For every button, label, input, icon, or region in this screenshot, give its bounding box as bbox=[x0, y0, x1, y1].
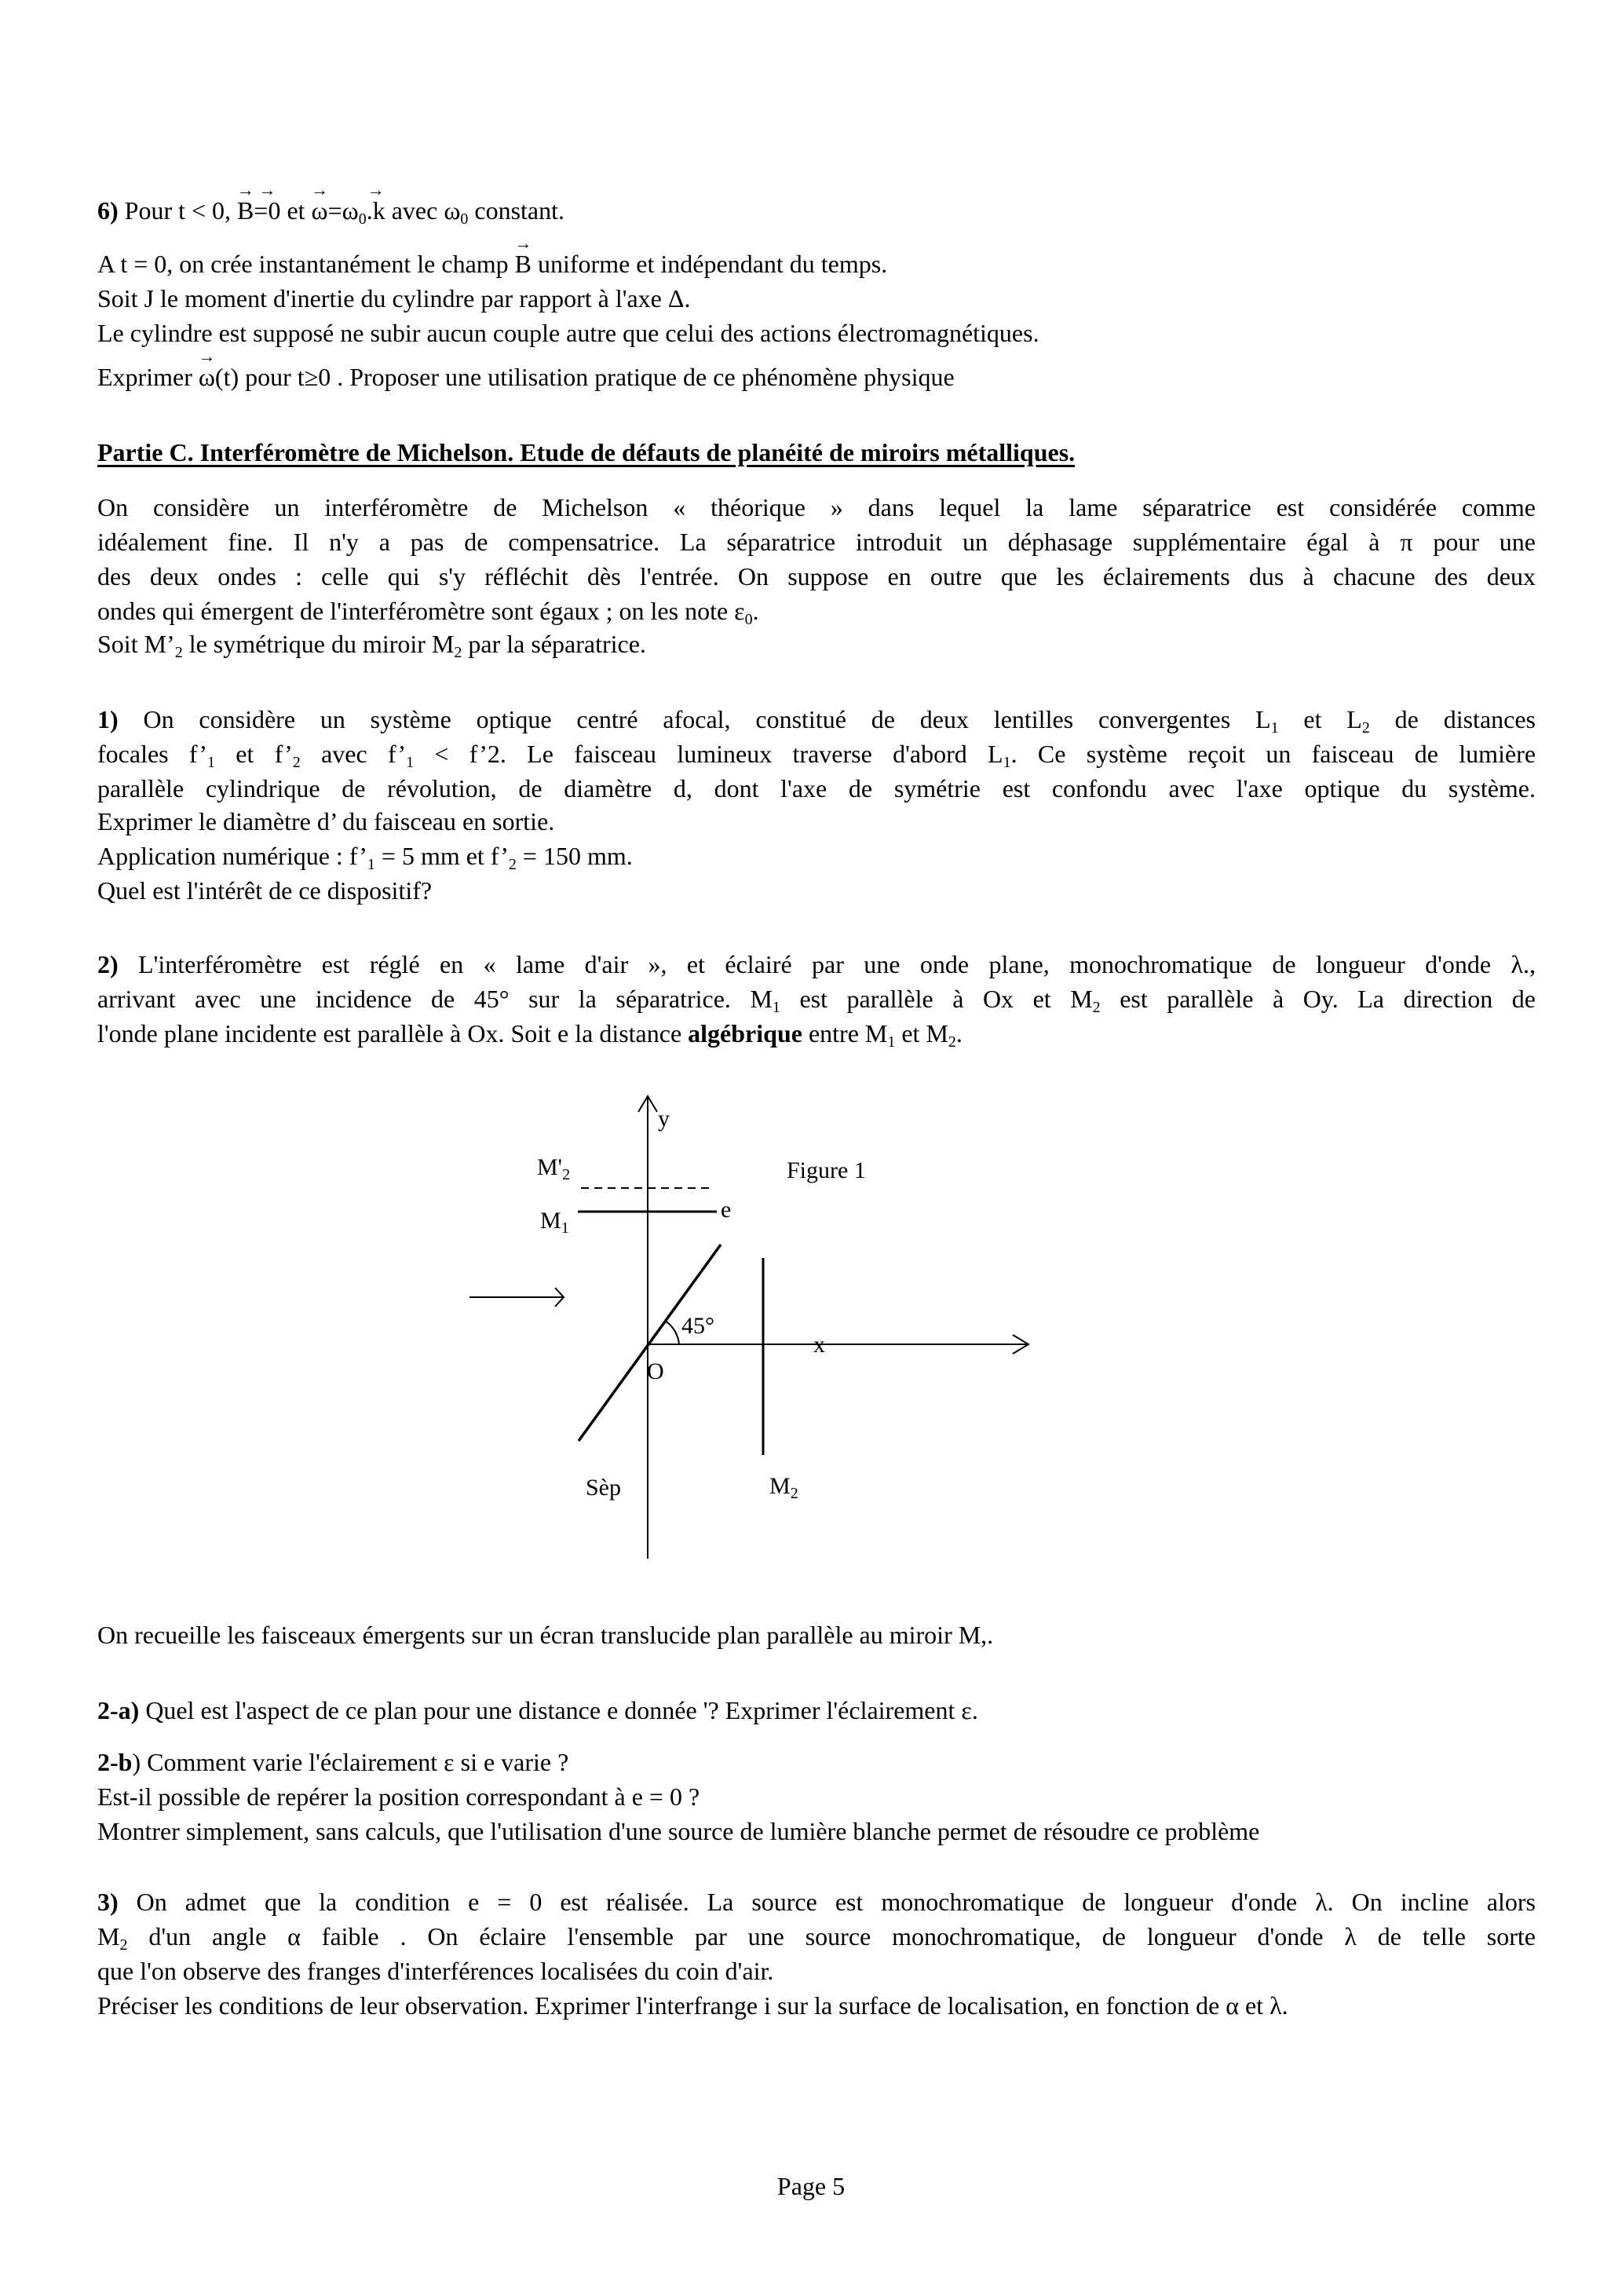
q2b-line-2: Est-il possible de repérer la position correspondant à e = 0 ? bbox=[97, 1782, 700, 1811]
q2b-number: 2-b bbox=[97, 1748, 133, 1776]
screen-text: On recueille les faisceaux émergents sur un écran translucide plan parallèle au miroir M,. bbox=[97, 1621, 994, 1649]
q1-line-5: Application numérique : $f’_1 = 5$ mm et $f’_2 = 150$ mm. bbox=[97, 842, 633, 873]
vector-B: → B bbox=[515, 248, 532, 280]
q6-line-3: Soit J le moment d'inertie du cylindre par rapport à l'axe Δ. bbox=[97, 284, 691, 313]
q6-line-4: Le cylindre est supposé ne subir aucun couple autre que celui des actions électromagnétiques. bbox=[97, 319, 1039, 347]
symmetric-mirror-line: Soit $M’_2$ le symétrique du miroir $M_2$ par la séparatrice. bbox=[97, 630, 646, 661]
q2b-line-1: 2-b) Comment varie l'éclairement ε si e varie ? bbox=[97, 1748, 569, 1776]
vector-B: → B bbox=[237, 195, 254, 226]
m2-label: $M_2$ bbox=[769, 1473, 798, 1502]
x-axis-label: x bbox=[813, 1332, 825, 1358]
q1-line-2: focales $f’_1$ et $f’_2$ avec $f’_1$ < f’2. Le faisceau lumineux traverse d'abord $L_1$. Ce système reçoit un faisceau de lumière bbox=[97, 740, 1536, 771]
q6-line-2: A t = 0, on crée instantanément le champ → B uniforme et indépendant du temps. bbox=[97, 248, 887, 280]
q2-line-1: 2) L'interféromètre est réglé en « lame d'air », et éclairé par une onde plane, monochromatique de longueur d'onde λ., bbox=[97, 950, 1536, 978]
q2-number: 2) bbox=[97, 950, 119, 978]
q2a-number: 2-a) bbox=[97, 1696, 140, 1724]
page-number: Page 5 bbox=[776, 2172, 846, 2200]
q3-line-2: $M_2$ d'un angle α faible . On éclaire l'ensemble par une source monochromatique, de longueur d'onde λ de telle sorte bbox=[97, 1922, 1536, 1954]
angle-label: 45° bbox=[681, 1313, 714, 1339]
m2prime-label: $M'_2$ bbox=[537, 1154, 571, 1183]
intro-line-4: ondes qui émergent de l'interféromètre sont égaux ; on les note $\varepsilon_0$. bbox=[97, 597, 759, 628]
q3-line-4: Préciser les conditions de leur observation. Exprimer l'interfrange i sur la surface de localisation, en fonction de α et λ. bbox=[97, 1991, 1288, 2020]
intro-line-3: des deux ondes : celle qui s'y réfléchit dès l'entrée. On suppose en outre que les éclairements dus à chacune des deux bbox=[97, 562, 1536, 590]
q3-line-1: 3) On admet que la condition e = 0 est réalisée. La source est monochromatique de longueur d'onde λ. On incline alors bbox=[97, 1888, 1536, 1916]
q6-line-5: Exprimer → ω(t) pour t≥0 . Proposer une utilisation pratique de ce phénomène physique bbox=[97, 361, 955, 393]
origin-label: O bbox=[647, 1358, 664, 1384]
vector-omega: → ω bbox=[199, 361, 215, 393]
q1-number: 1) bbox=[97, 705, 119, 733]
section-title: Partie C. Interféromètre de Michelson. Etude de défauts de planéité de miroirs métalliques. bbox=[97, 438, 1076, 466]
q6-line-1: 6) Pour t < 0, → B→ =0 et → $\omega=\omega_0\to .k$ avec $\omega_0$ constant. bbox=[97, 195, 564, 226]
q2b-line-3: Montrer simplement, sans calculs, que l'utilisation d'une source de lumière blanche permet de résoudre ce problème bbox=[97, 1817, 1260, 1845]
m1-label: $M_1$ bbox=[540, 1208, 569, 1237]
q2-line-3: l'onde plane incidente est parallèle à Ox. Soit e la distance algébrique entre $M_1$ et $M_2$. bbox=[97, 1019, 963, 1051]
q6-number: 6) bbox=[97, 196, 119, 225]
q1-line-6: Quel est l'intérêt de ce dispositif? bbox=[97, 876, 433, 905]
intro-line-1: On considère un interféromètre de Michelson « théorique » dans lequel la lame séparatrice est considérée comme bbox=[97, 493, 1536, 521]
separatrix-label: Sèp bbox=[586, 1475, 621, 1501]
vector-omega: → ω bbox=[312, 195, 328, 226]
q3-line-3: que l'on observe des franges d'interférences localisées du coin d'air. bbox=[97, 1957, 774, 1985]
q1-line-4: Exprimer le diamètre d’ du faisceau en sortie. bbox=[97, 807, 555, 835]
q2-line-2: arrivant avec une incidence de 45° sur la séparatrice. $M_1$ est parallèle à Ox et $M_2$ est parallèle à Oy. La direction de bbox=[97, 985, 1536, 1016]
e-label: e bbox=[721, 1197, 732, 1223]
y-axis-label: y bbox=[658, 1106, 670, 1132]
q1-line-3: parallèle cylindrique de révolution, de diamètre d, dont l'axe de symétrie est confondu avec l'axe optique du système. bbox=[97, 774, 1536, 803]
figure-caption: Figure 1 bbox=[787, 1157, 866, 1183]
q1-line-1: 1) On considère un système optique centré afocal, constitué de deux lentilles convergentes $L_1$ et $L_2$ de distances bbox=[97, 705, 1536, 737]
q2a-line: 2-a) Quel est l'aspect de ce plan pour une distance e donnée '? Exprimer l'éclairement ε. bbox=[97, 1696, 978, 1724]
q3-number: 3) bbox=[97, 1888, 119, 1916]
michelson-figure bbox=[455, 1084, 1123, 1570]
intro-line-2: idéalement fine. Il n'y a pas de compensatrice. La séparatrice introduit un déphasage supplémentaire égal à π pour une bbox=[97, 528, 1536, 556]
